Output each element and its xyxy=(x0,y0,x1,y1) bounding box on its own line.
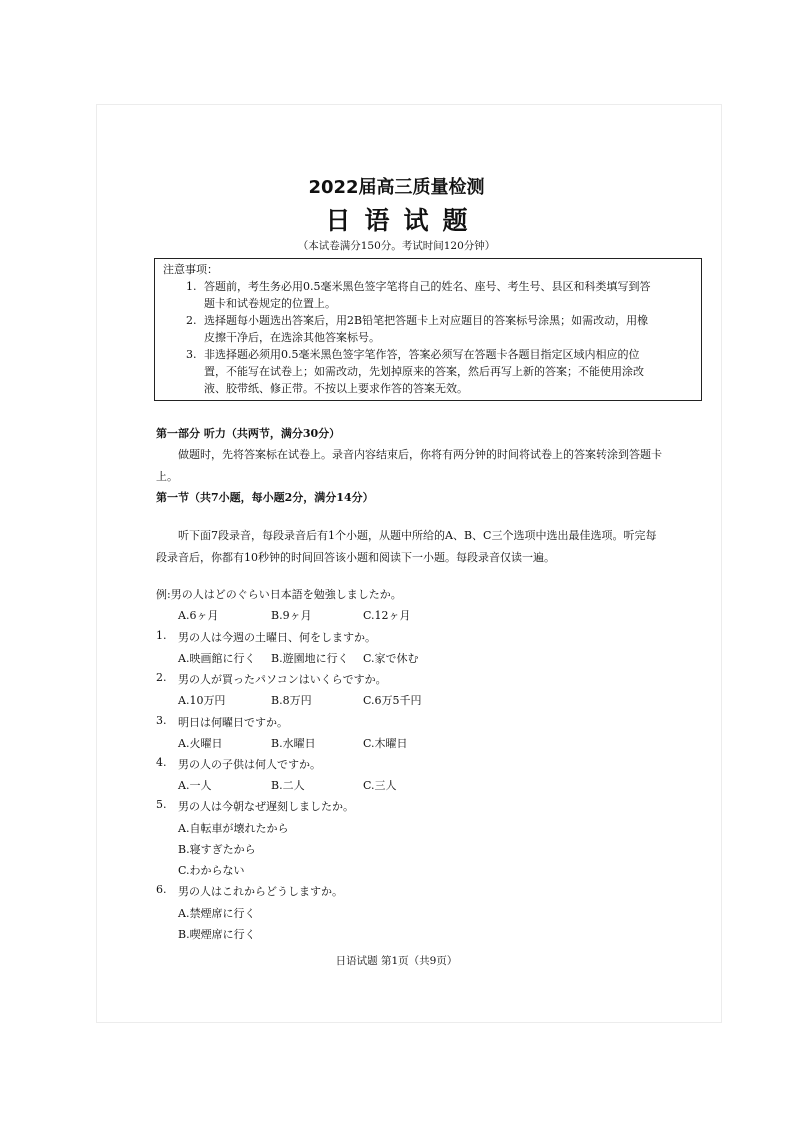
notice-item-text: 题卡和试卷规定的位置上。 xyxy=(204,297,336,310)
notice-heading: 注意事项： xyxy=(163,263,218,276)
answer-option: A.火曜日 xyxy=(178,737,223,750)
question-text: 男の人が買ったパソコンはいくらですか。 xyxy=(178,673,387,686)
question-number: 5. xyxy=(156,798,167,811)
notice-item-num: 1. xyxy=(186,280,197,293)
answer-option: C.家で休む xyxy=(363,652,419,665)
question-text: 男の人は今朝なぜ遅刻しましたか。 xyxy=(178,800,354,813)
notice-item-num: 2. xyxy=(186,314,197,327)
notice-item-text: 选择题每小题选出答案后，用2B铅笔把答题卡上对应题目的答案标号涂黑；如需改动，用橡 xyxy=(204,314,649,327)
subject-title: 日语试题 xyxy=(325,206,482,235)
section1-instruction: 听下面7段录音，每段录音后有1个小题，从题中所给的A、B、C三个选项中选出最佳选项。听完每 xyxy=(178,529,657,542)
question-text: 男の人は今週の土曜日、何をしますか。 xyxy=(178,631,376,644)
answer-option: C.木曜日 xyxy=(363,737,408,750)
question-number: 2. xyxy=(156,671,167,684)
answer-option: A.10万円 xyxy=(178,694,226,707)
question-text: 男の人はこれからどうしますか。 xyxy=(178,885,343,898)
part1-instruction: 上。 xyxy=(156,470,178,483)
notice-item-text: 非选择题必须用0.5毫米黑色签字笔作答，答案必须写在答题卡各题目指定区域内相应的位 xyxy=(204,348,640,361)
exam-title: 2022届高三质量检测 xyxy=(308,177,485,198)
answer-option: B.8万円 xyxy=(271,694,312,707)
example-option: A.6ヶ月 xyxy=(178,609,219,622)
answer-option: A.禁煙席に行く xyxy=(178,907,256,920)
question-number: 4. xyxy=(156,756,167,769)
answer-option: B.水曜日 xyxy=(271,737,316,750)
exam-note: （本试卷满分150分。考试时间120分钟） xyxy=(297,240,496,252)
question-number: 6. xyxy=(156,883,167,896)
answer-option: C.三人 xyxy=(363,779,397,792)
answer-option: B.喫煙席に行く xyxy=(178,928,256,941)
answer-option: A.自転車が壊れたから xyxy=(178,822,289,835)
notice-item-text: 答题前，考生务必用0.5毫米黑色签字笔将自己的姓名、座号、考生号、县区和科类填写到答 xyxy=(204,280,651,293)
part1-heading: 第一部分 听力（共两节，满分30分） xyxy=(156,427,341,440)
question-number: 3. xyxy=(156,714,167,727)
question-text: 男の人の子供は何人ですか。 xyxy=(178,758,321,771)
answer-option: A.映画館に行く xyxy=(178,652,256,665)
answer-option: B.二人 xyxy=(271,779,305,792)
page-footer: 日语试题 第1页（共9页） xyxy=(335,955,458,967)
section1-instruction: 段录音后，你都有10秒钟的时间回答该小题和阅读下一小题。每段录音仅读一遍。 xyxy=(156,551,555,564)
notice-item-num: 3. xyxy=(186,348,197,361)
question-number: 1. xyxy=(156,629,167,642)
notice-item-text: 液、胶带纸、修正带。不按以上要求作答的答案无效。 xyxy=(204,382,468,395)
example-option: C.12ヶ月 xyxy=(363,609,411,622)
notice-item-text: 置，不能写在试卷上；如需改动，先划掉原来的答案，然后再写上新的答案；不能使用涂改 xyxy=(204,365,644,378)
answer-option: C.6万5千円 xyxy=(363,694,422,707)
answer-option: B.遊園地に行く xyxy=(271,652,349,665)
section1-heading: 第一节（共7小题，每小题2分，满分14分） xyxy=(156,491,374,504)
notice-item-text: 皮擦干净后，在选涂其他答案标号。 xyxy=(204,331,380,344)
question-text: 明日は何曜日ですか。 xyxy=(178,716,288,729)
example-question: 例:男の人はどのぐらい日本語を勉強しましたか。 xyxy=(156,588,402,601)
answer-option: A.一人 xyxy=(178,779,212,792)
answer-option: C.わからない xyxy=(178,864,245,877)
part1-instruction: 做题时，先将答案标在试卷上。录音内容结束后，你将有两分钟的时间将试卷上的答案转涂到答题卡 xyxy=(178,448,662,461)
example-option: B.9ヶ月 xyxy=(271,609,312,622)
answer-option: B.寝すぎたから xyxy=(178,843,256,856)
